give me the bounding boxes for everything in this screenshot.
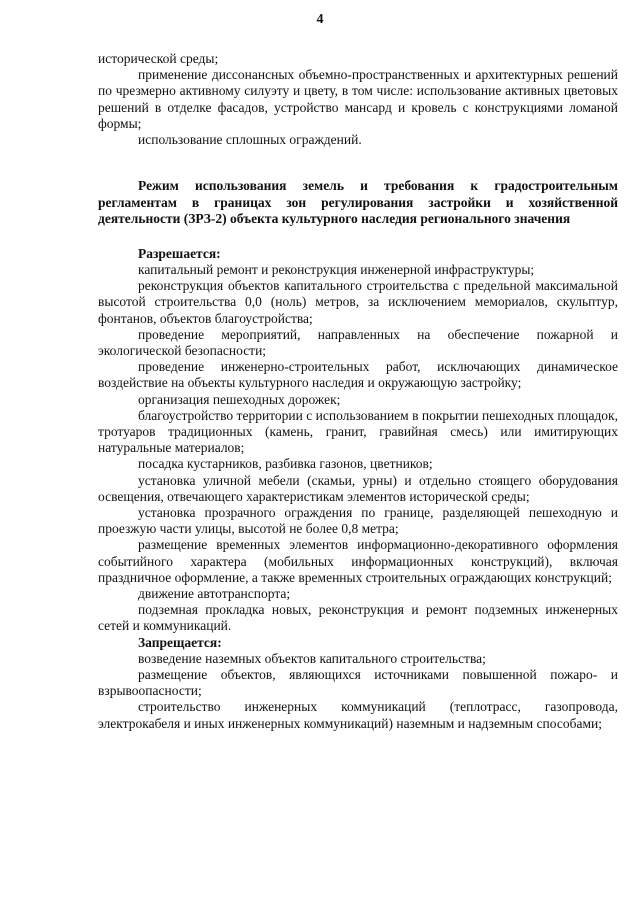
paragraph: использование сплошных ограждений. [138,132,362,148]
page-number: 4 [316,12,324,27]
list-item: посадка кустарников, разбивка газонов, цветников; [138,456,433,472]
document-body [98,51,618,732]
list-item: строительство инженерных коммуникаций (теплотрасс, газопровода, электрокабеля и иных инженерных коммуникаций) наземным и надземным способами; [98,699,618,731]
list-item: возведение наземных объектов капитального строительства; [138,650,486,666]
list-item: благоустройство территории с использованием в покрытии пешеходных площадок, тротуаров традиционных (камень, гранит, гравийная смесь) или имитирующих натуральные материалов; [98,407,618,456]
list-item: проведение инженерно-строительных работ, исключающих динамическое воздействие на объекты культурного наследия и окружающую застройку; [98,359,618,391]
list-item: размещение временных элементов информационно-декоративного оформления событийного характера (мобильных информационных конструкций), включая праздничное оформление, а также временных строительных ограждающих конструкций; [98,537,618,585]
spacer [98,228,618,246]
paragraph: применение диссонансных объемно-пространственных и архитектурных решений по чрезмерно активному силуэту и цвету, в том числе: использование активных цветовых решений в отделке фасадов, устройство мансард и кровель с конструкциями ломаной формы; [98,67,618,131]
list-item: движение автотранспорта; [138,585,291,601]
forbidden-title: Запрещается: [138,634,222,650]
paragraph: исторической среды; [98,51,219,66]
list-item: реконструкция объектов капитального строительства с предельной максимальной высотой строительства 0,0 (ноль) метров, за исключением мемориалов, скульптур, фонтанов, объектов благоустройства; [98,278,618,326]
list-item: проведение мероприятий, направленных на обеспечение пожарной и экологической безопасности; [98,326,618,358]
allowed-title: Разрешается: [138,245,221,261]
section-heading: Режим использования земель и требования к градостроительным регламентам в границах зон регулирования застройки и хозяйственной деятельности (ЗРЗ-2) объекта культурного наследия регионального значения [98,178,618,227]
list-item: размещение объектов, являющихся источниками повышенной пожаро- и взрывоопасности; [98,667,618,699]
spacer [98,148,618,178]
list-item: установка прозрачного ограждения по границе, разделяющей пешеходную и проезжую части улицы, высотой не более 0,8 метра; [98,504,618,537]
list-item: подземная прокладка новых, реконструкция и ремонт подземных инженерных сетей и коммуникаций. [98,602,618,634]
list-item: организация пешеходных дорожек; [138,391,341,407]
list-item: установка уличной мебели (скамьи, урны) и отдельно стоящего оборудования освещения, отвечающего характеристикам элементов исторической среды; [98,472,618,504]
list-item: капитальный ремонт и реконструкция инженерной инфраструктуры; [138,261,535,277]
